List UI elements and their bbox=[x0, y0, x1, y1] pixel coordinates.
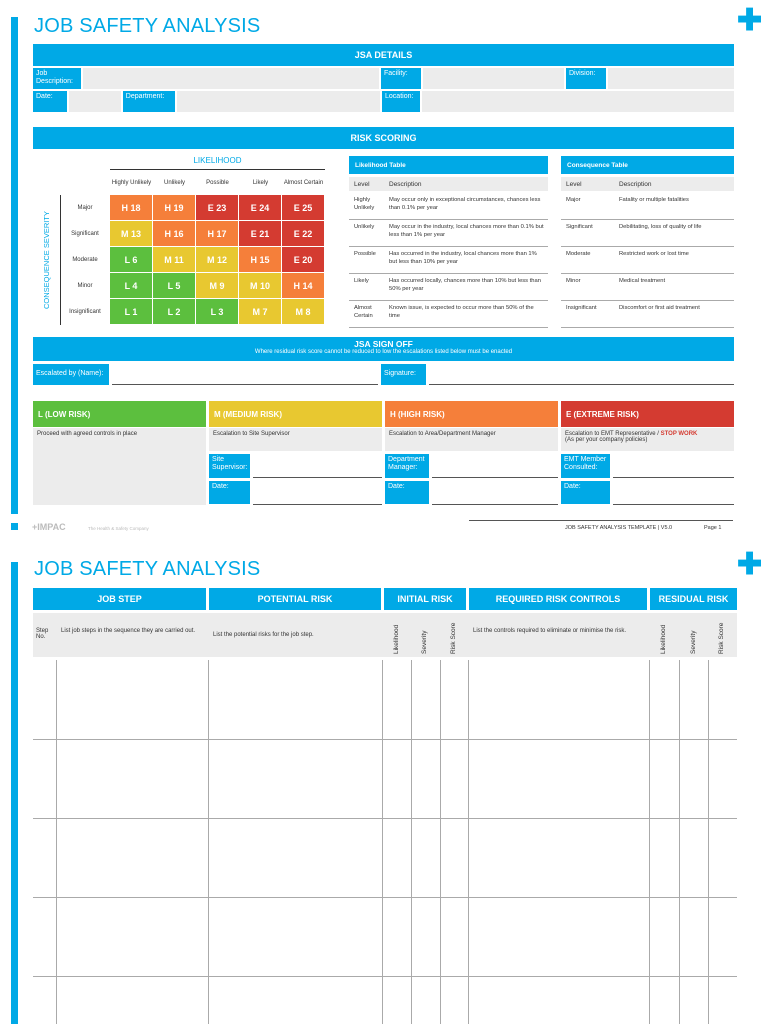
matrix-cell: M 7 bbox=[239, 299, 281, 324]
matrix-cell: E 21 bbox=[239, 221, 281, 246]
grid-row-line bbox=[33, 818, 737, 819]
likelihood-table-description: Known issue, is expected to occur more than 50% of the time bbox=[389, 305, 534, 320]
consequence-table-row bbox=[561, 301, 734, 328]
site-supervisor-field[interactable] bbox=[253, 477, 382, 478]
initial-severity-label: Severity bbox=[421, 630, 428, 654]
footer-tagline: The Health & Safety Company bbox=[88, 526, 149, 531]
consequence-row-label: Minor bbox=[77, 283, 93, 289]
high-date-field[interactable] bbox=[432, 504, 558, 505]
consequence-row-label: Significant bbox=[71, 231, 99, 237]
medium-date-field[interactable] bbox=[253, 504, 382, 505]
consequence-table-description: Debilitating, loss of quality of life bbox=[619, 224, 702, 230]
matrix-cell: M 10 bbox=[239, 273, 281, 298]
matrix-cell: L 2 bbox=[153, 299, 195, 324]
matrix-cell: H 18 bbox=[110, 195, 152, 220]
likelihood-table-description: Has occurred in the industry, local chances more than 1% but less than 10% per year bbox=[389, 251, 537, 266]
matrix-cell: H 15 bbox=[239, 247, 281, 272]
consequence-table-level: Minor bbox=[566, 278, 581, 284]
potential-risk-instruction: List the potential risks for the job step. bbox=[213, 632, 314, 638]
sign-off-header: JSA SIGN OFF bbox=[354, 339, 413, 349]
grid-column-line bbox=[649, 660, 650, 1024]
matrix-cell: E 24 bbox=[239, 195, 281, 220]
matrix-cell: L 6 bbox=[110, 247, 152, 272]
matrix-cell: M 13 bbox=[110, 221, 152, 246]
matrix-cell: M 9 bbox=[196, 273, 238, 298]
left-accent-bar-page2 bbox=[11, 562, 18, 1024]
date-label: Date: bbox=[33, 91, 67, 112]
division-field[interactable] bbox=[608, 68, 734, 89]
extreme-risk-text-2: (As per your company policies) bbox=[565, 437, 648, 443]
high-date-label: Date: bbox=[385, 481, 429, 504]
grid-column-line bbox=[440, 660, 441, 1024]
likelihood-table-level: Highly Unlikely bbox=[354, 197, 375, 212]
department-manager-field[interactable] bbox=[432, 477, 558, 478]
initial-risk-header: INITIAL RISK bbox=[384, 588, 466, 610]
matrix-cell: E 23 bbox=[196, 195, 238, 220]
likelihood-table-description: May occur only in exceptional circumstances, chances less than 0.1% per year bbox=[389, 197, 541, 212]
likelihood-level-header: Level bbox=[354, 180, 370, 188]
required-controls-header: REQUIRED RISK CONTROLS bbox=[469, 588, 647, 610]
high-risk-header: H (HIGH RISK) bbox=[385, 401, 558, 427]
facility-field[interactable] bbox=[423, 68, 564, 89]
left-accent-bar bbox=[11, 17, 18, 514]
escalated-by-field[interactable] bbox=[112, 384, 378, 385]
medium-date-label: Date: bbox=[209, 481, 250, 504]
high-risk-text: Escalation to Area/Department Manager bbox=[389, 431, 496, 437]
grid-column-line bbox=[56, 660, 57, 1024]
consequence-table-description: Medical treatment bbox=[619, 278, 666, 284]
consequence-table-description: Discomfort or first aid treatment bbox=[619, 305, 700, 311]
matrix-cell: E 20 bbox=[282, 247, 324, 272]
stop-work-text: STOP WORK bbox=[660, 431, 698, 437]
potential-risk-header: POTENTIAL RISK bbox=[209, 588, 381, 610]
likelihood-desc-header: Description bbox=[389, 180, 422, 188]
sign-off-subheader: Where residual risk score cannot be reduced to low the escalations listed below must be enacted bbox=[254, 349, 513, 355]
facility-label: Facility: bbox=[381, 68, 421, 89]
consequence-desc-header: Description bbox=[619, 180, 652, 188]
consequence-table-level: Major bbox=[566, 197, 581, 203]
signature-field[interactable] bbox=[429, 384, 734, 385]
grid-column-line bbox=[208, 660, 209, 1024]
matrix-cell: M 12 bbox=[196, 247, 238, 272]
consequence-row-label: Moderate bbox=[72, 257, 98, 263]
division-label: Division: bbox=[566, 68, 606, 89]
grid-column-line bbox=[708, 660, 709, 1024]
extreme-risk-header: E (EXTREME RISK) bbox=[561, 401, 734, 427]
likelihood-table-description: Has occurred locally, chances more than 10% but less than 50% per year bbox=[389, 278, 541, 293]
department-field[interactable] bbox=[177, 91, 380, 112]
residual-risk-score-label: Risk Score bbox=[718, 622, 725, 654]
job-step-header: JOB STEP bbox=[33, 588, 206, 610]
consequence-table-row bbox=[561, 220, 734, 247]
department-label: Department: bbox=[123, 91, 175, 112]
likelihood-table-level: Likely bbox=[354, 278, 369, 284]
grid-row-line bbox=[33, 976, 737, 977]
grid-column-line bbox=[411, 660, 412, 1024]
grid-column-line bbox=[468, 660, 469, 1024]
location-field[interactable] bbox=[422, 91, 734, 112]
footer-square bbox=[11, 523, 18, 530]
escalated-by-label: Escalated by (Name): bbox=[33, 364, 109, 385]
extreme-risk-text: Escalation to EMT Representative / bbox=[565, 431, 659, 437]
matrix-cell: L 4 bbox=[110, 273, 152, 298]
consequence-table-description: Restricted work or lost time bbox=[619, 251, 689, 257]
footer-template: JOB SAFETY ANALYSIS TEMPLATE | V5.0 bbox=[565, 525, 673, 531]
low-risk-header: L (LOW RISK) bbox=[33, 401, 206, 427]
footer-page: Page 1 bbox=[704, 525, 722, 531]
likelihood-table-row bbox=[349, 274, 548, 301]
date-field[interactable] bbox=[69, 91, 121, 112]
likelihood-table-row bbox=[349, 220, 548, 247]
consequence-table-header: Consequence Table bbox=[561, 156, 734, 174]
likelihood-column-label: Likely bbox=[252, 180, 269, 187]
matrix-cell: E 22 bbox=[282, 221, 324, 246]
emt-member-field[interactable] bbox=[613, 477, 734, 478]
site-supervisor-label: Site Supervisor: bbox=[209, 454, 250, 478]
matrix-cell: H 17 bbox=[196, 221, 238, 246]
department-manager-label: Department Manager: bbox=[385, 454, 429, 478]
consequence-label: CONSEQUENCE SEVERITY bbox=[42, 211, 51, 309]
jsa-details-header: JSA DETAILS bbox=[33, 44, 734, 66]
footer-logo: +IMPAC bbox=[32, 522, 66, 532]
consequence-table-description: Fatality or multiple fatalities bbox=[619, 197, 689, 203]
grid-column-line bbox=[382, 660, 383, 1024]
matrix-cell: H 14 bbox=[282, 273, 324, 298]
likelihood-table-description: May occur in the industry, local chances more than 0.1% but less than 1% per year bbox=[389, 224, 544, 239]
consequence-table-row bbox=[561, 193, 734, 220]
controls-instruction: List the controls required to eliminate or minimise the risk. bbox=[473, 628, 627, 634]
consequence-table-level: Significant bbox=[566, 224, 593, 230]
consequence-table-level: Moderate bbox=[566, 251, 591, 257]
grid-row-line bbox=[33, 739, 737, 740]
matrix-cell: L 5 bbox=[153, 273, 195, 298]
extreme-date-field[interactable] bbox=[613, 504, 734, 505]
grid-row-line bbox=[33, 897, 737, 898]
likelihood-table-row bbox=[349, 193, 548, 220]
likelihood-table-level: Unlikely bbox=[354, 224, 375, 230]
consequence-row-label: Major bbox=[77, 205, 93, 211]
job-description-label: Job Description: bbox=[33, 68, 81, 89]
signature-label: Signature: bbox=[381, 364, 426, 385]
matrix-cell: H 19 bbox=[153, 195, 195, 220]
consequence-level-header: Level bbox=[566, 180, 582, 188]
initial-risk-score-label: Risk Score bbox=[450, 622, 457, 654]
likelihood-column-label: Almost Certain bbox=[283, 180, 324, 187]
residual-severity-label: Severity bbox=[690, 630, 697, 654]
low-risk-text: Proceed with agreed controls in place bbox=[37, 431, 138, 437]
plus-icon: ✚ bbox=[737, 4, 763, 37]
consequence-table-row bbox=[561, 274, 734, 301]
consequence-row-label: Insignificant bbox=[69, 309, 101, 315]
plus-icon-page2: ✚ bbox=[737, 548, 763, 581]
matrix-cell: L 3 bbox=[196, 299, 238, 324]
page2-title: JOB SAFETY ANALYSIS bbox=[34, 558, 261, 580]
likelihood-table-row bbox=[349, 301, 548, 328]
location-label: Location: bbox=[382, 91, 420, 112]
likelihood-table-level: Possible bbox=[354, 251, 376, 257]
matrix-cell: M 11 bbox=[153, 247, 195, 272]
matrix-cell: H 16 bbox=[153, 221, 195, 246]
likelihood-column-label: Highly Unlikely bbox=[111, 180, 152, 187]
matrix-cell: L 1 bbox=[110, 299, 152, 324]
extreme-date-label: Date: bbox=[561, 481, 610, 504]
matrix-cell: M 8 bbox=[282, 299, 324, 324]
job-step-instruction: List job steps in the sequence they are carried out. bbox=[61, 628, 196, 634]
matrix-cell: E 25 bbox=[282, 195, 324, 220]
consequence-table-row bbox=[561, 247, 734, 274]
likelihood-label: LIKELIHOOD bbox=[193, 156, 242, 165]
consequence-table-level: Insignificant bbox=[566, 305, 597, 311]
likelihood-column-label: Possible bbox=[206, 180, 229, 187]
initial-likelihood-label: Likelihood bbox=[393, 624, 400, 654]
likelihood-table-level: Almost Certain bbox=[354, 305, 373, 320]
residual-likelihood-label: Likelihood bbox=[660, 624, 667, 654]
medium-risk-header: M (MEDIUM RISK) bbox=[209, 401, 382, 427]
residual-risk-header: RESIDUAL RISK bbox=[650, 588, 737, 610]
emt-member-label: EMT Member Consulted: bbox=[561, 454, 610, 478]
grid-column-line bbox=[679, 660, 680, 1024]
likelihood-table-header: Likelihood Table bbox=[349, 156, 548, 174]
likelihood-column-label: Unlikely bbox=[163, 180, 185, 187]
step-no-label: Step No. bbox=[36, 628, 49, 640]
job-description-field[interactable] bbox=[83, 68, 379, 89]
medium-risk-text: Escalation to Site Supervisor bbox=[213, 431, 290, 437]
risk-scoring-header: RISK SCORING bbox=[33, 127, 734, 149]
likelihood-table-row bbox=[349, 247, 548, 274]
page-title: JOB SAFETY ANALYSIS bbox=[34, 15, 261, 37]
